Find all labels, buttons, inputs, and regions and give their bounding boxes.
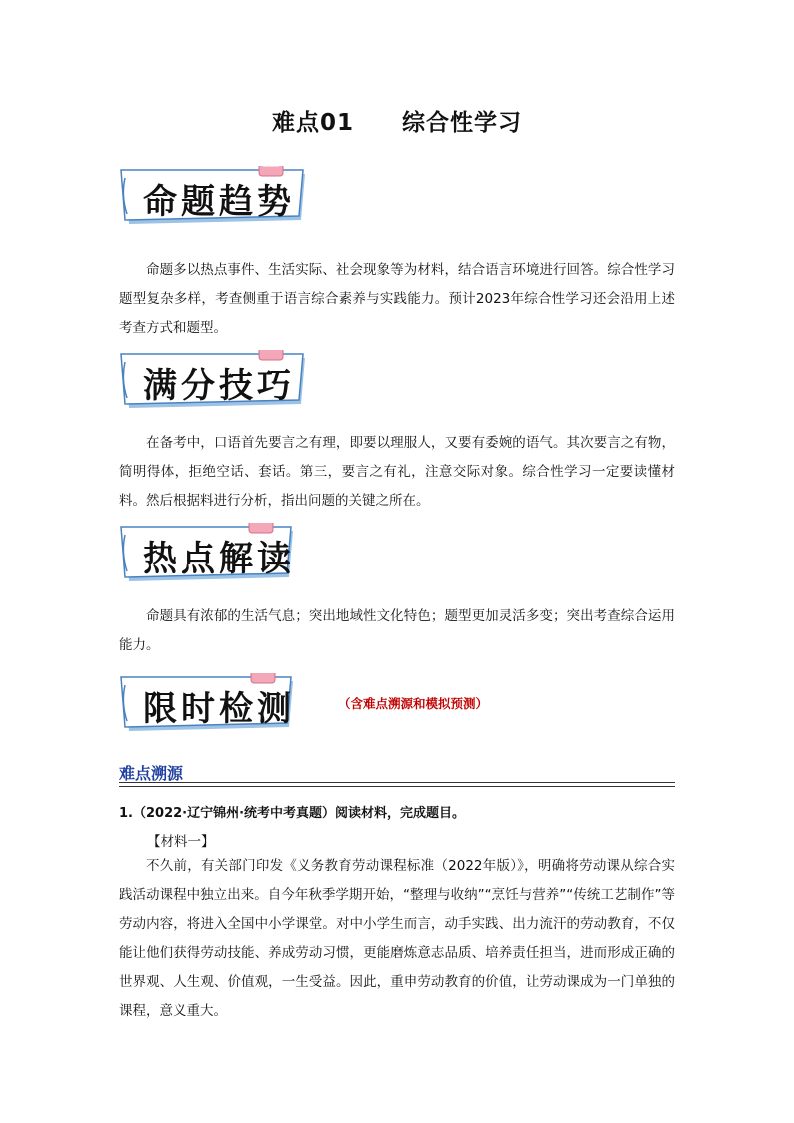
banner-hotspot-label: 热点解读: [143, 539, 295, 579]
material-label: 【材料一】: [147, 834, 215, 850]
title-text: 综合性学习: [402, 110, 522, 136]
source-heading-text: 难点溯源: [119, 764, 184, 783]
heading-rule-thin: [119, 786, 675, 787]
banner-hotspot: [119, 523, 299, 583]
source-heading: [119, 761, 675, 784]
banner-test: [119, 673, 299, 733]
banner-test-label: 限时检测: [143, 689, 295, 729]
title-number: 难点01: [271, 110, 354, 136]
material-paragraph: 不久前，有关部门印发《义务教育劳动课程标准（2022年版）》，明确将劳动课从综合实践活动课程中独立出来。自今年秋季学期开始，“整理与收纳”“烹饪与营养”“传统工艺制作”等劳动内容，将进入全国中小学课堂。对中小学生而言，动手实践、出力流汗的劳动教育，不仅能让他们获得劳动技能、养成劳动习惯，更能磨炼意志品质、培养责任担当，进而形成正确的世界观、人生观、价值观，一生受益。因此，重申劳动教育的价值，让劳动课成为一门单独的课程，意义重大。: [119, 858, 675, 1019]
banner-trend-label: 命题趋势: [143, 182, 295, 222]
heading-rule: [119, 782, 675, 783]
trend-paragraph: 命题多以热点事件、生活实际、社会现象等为材料，结合语言环境进行回答。综合性学习题型复杂多样，考查侧重于语言综合素养与实践能力。预计2023年综合性学习还会沿用上述考查方式和题型。: [119, 262, 675, 336]
banner-trend: [119, 166, 311, 226]
banner-skills-label: 满分技巧: [143, 366, 295, 406]
page-title: [0, 104, 794, 137]
test-note: （含难点溯源和模拟预测）: [338, 696, 489, 711]
skills-paragraph: 在备考中，口语首先要言之有理，即要以理服人，又要有委婉的语气。其次要言之有物，简明得体，拒绝空话、套话。第三，要言之有礼，注意交际对象。综合性学习一定要读懂材料。然后根据料进行分析，指出问题的关键之所在。: [119, 435, 675, 509]
banner-skills: [119, 350, 311, 410]
question-stem: 1.（2022·辽宁锦州·统考中考真题）阅读材料，完成题目。: [119, 806, 466, 821]
hotspot-paragraph: 命题具有浓郁的生活气息；突出地域性文化特色；题型更加灵活多变；突出考查综合运用能力。: [119, 608, 675, 653]
